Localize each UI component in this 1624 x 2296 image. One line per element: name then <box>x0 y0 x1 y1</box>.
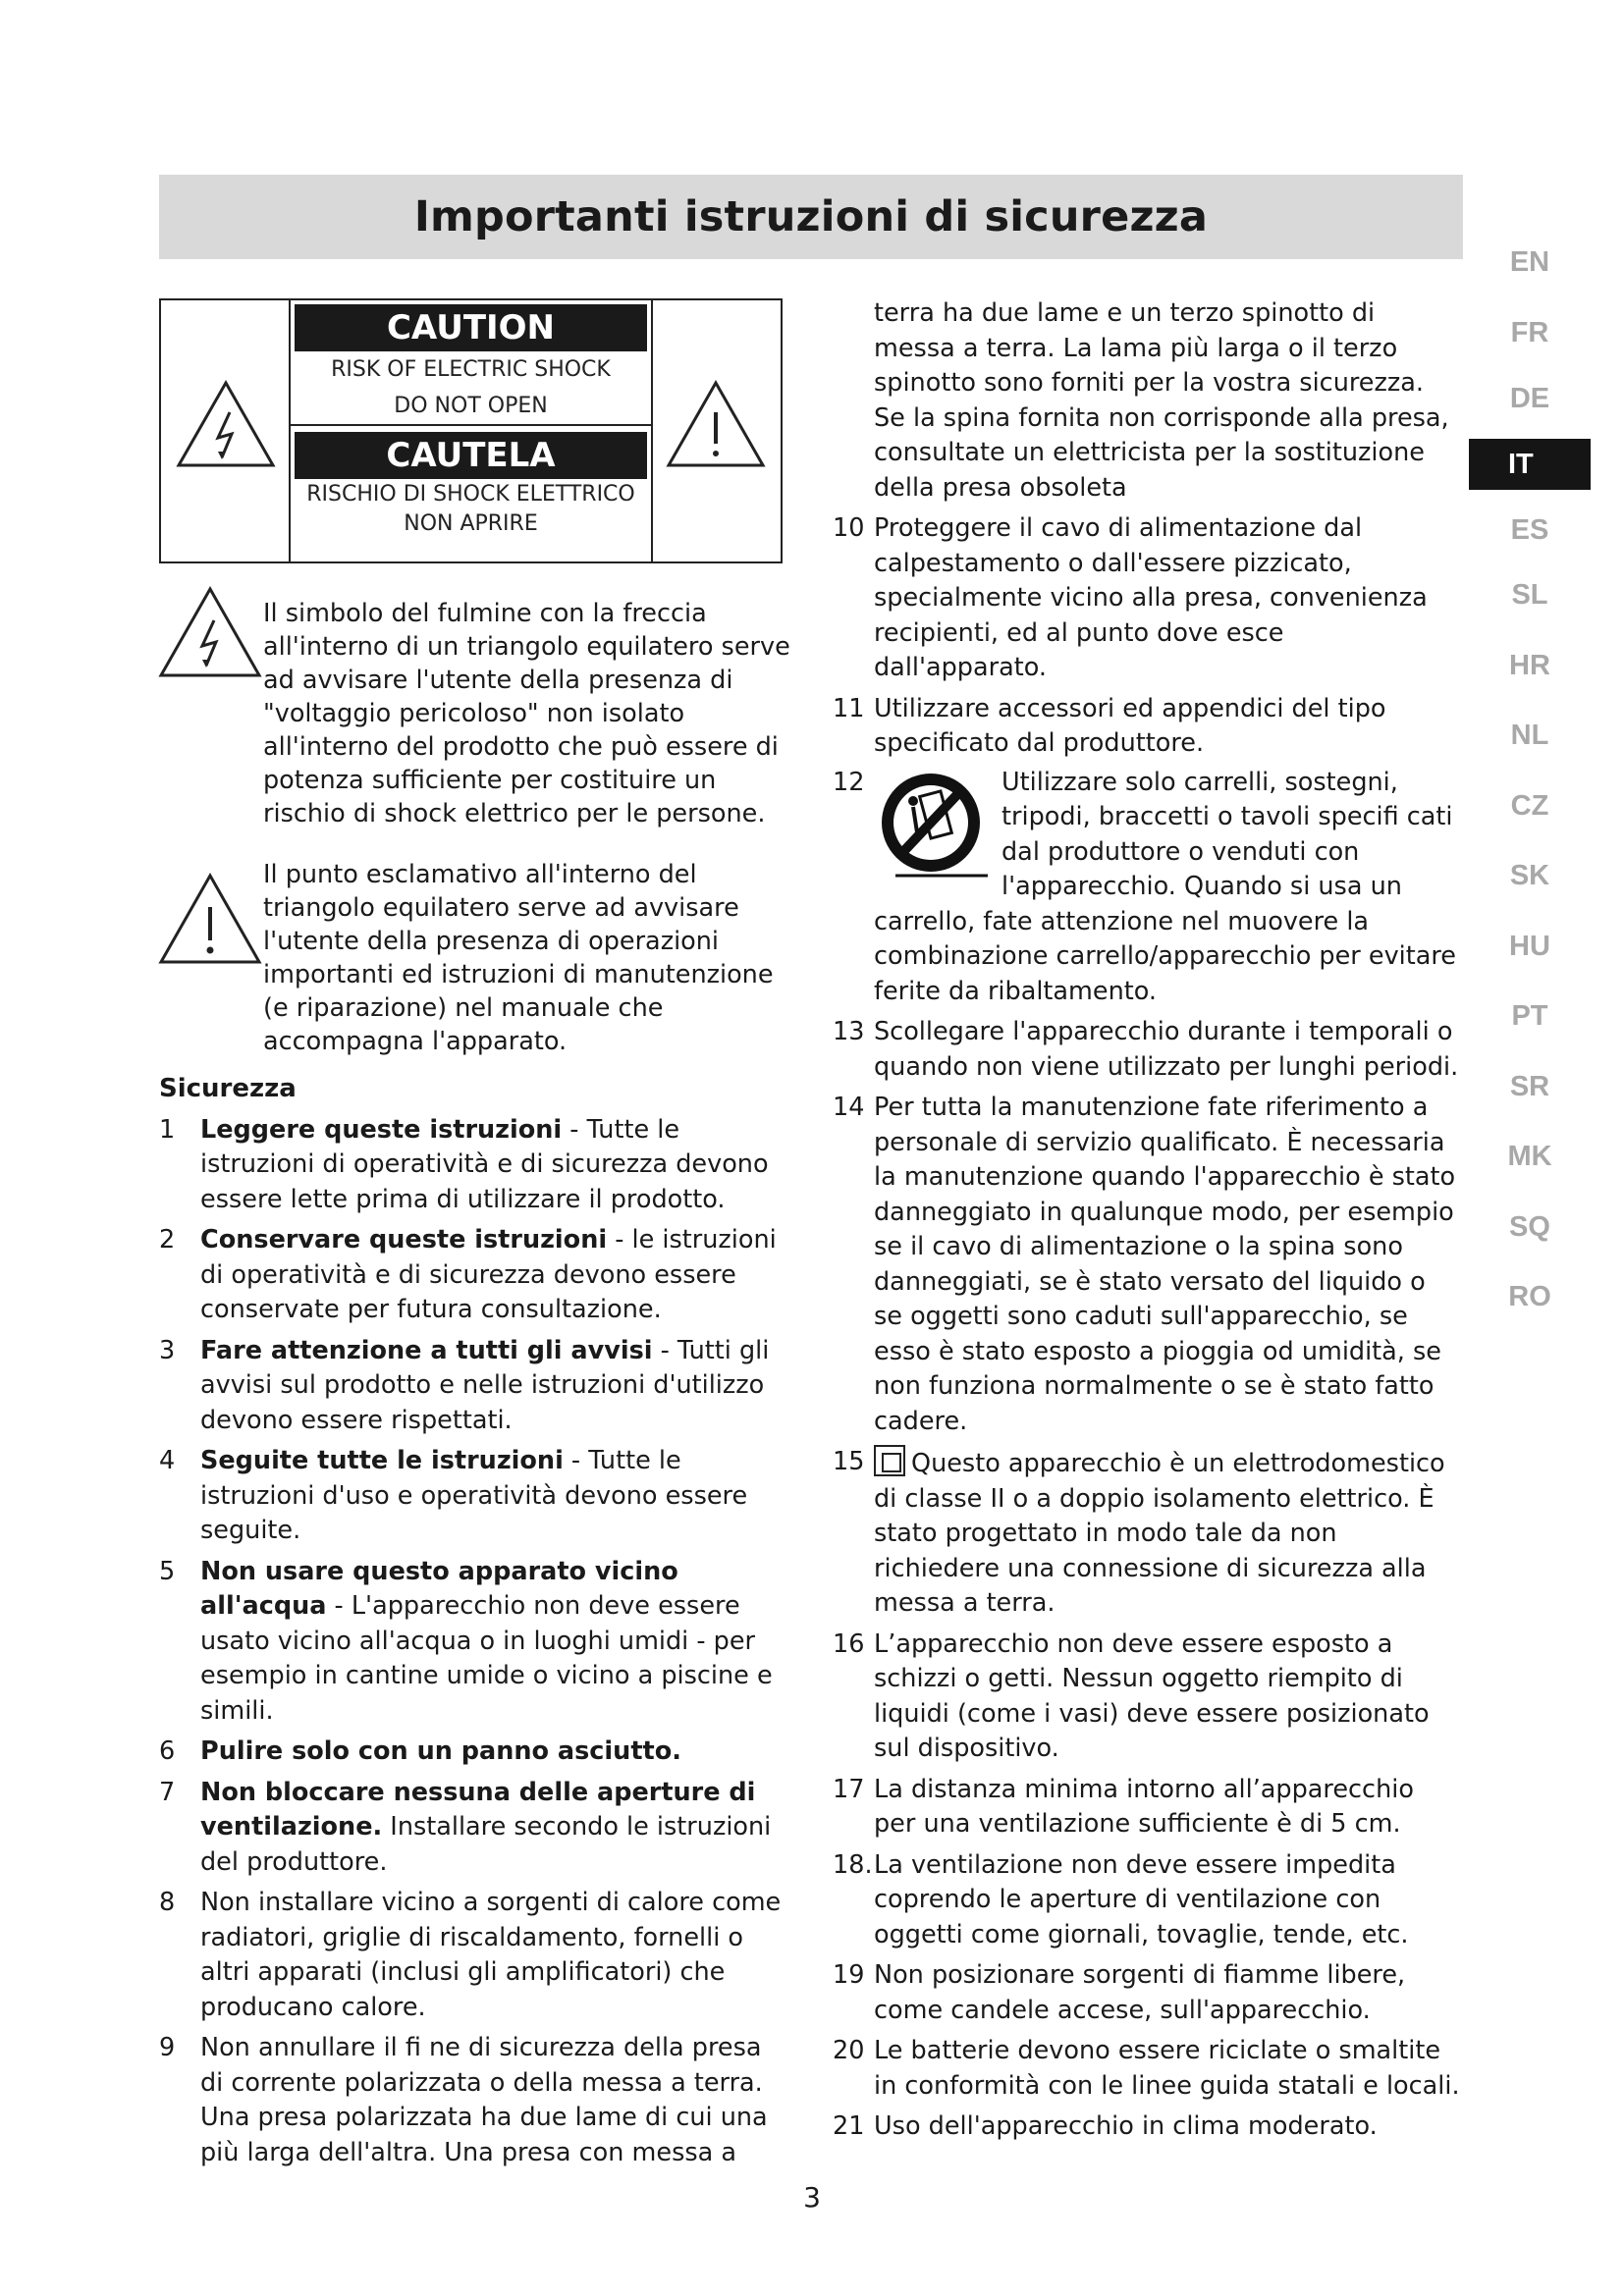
list-item-number: 7 <box>159 1777 176 1807</box>
list-item-number: 10 <box>833 513 865 543</box>
list-item-text: Non posizionare sorgenti di fiamme libere, come candele accese, sull'apparecchio. <box>874 1960 1406 2025</box>
list-item-text: L’apparecchio non deve essere esposto a schizzi o getti. Nessun oggetto riempito di liquidi (come i vasi) deve essere posizionato sul dispositivo. <box>874 1629 1430 1763</box>
list-item-9 <box>159 2031 787 2170</box>
list-item-4 <box>159 1444 787 1549</box>
list-item-17 <box>833 1773 1461 1842</box>
list-item-8 <box>159 1886 787 2025</box>
list-item-bold-lead: Fare attenzione a tutti gli avvisi <box>200 1335 653 1365</box>
lightning-symbol-description: Il simbolo del fulmine con la freccia all'interno di un triangolo equilatero serve ad avvisare l'utente della presenza di "voltaggio pericoloso" non isolato all'interno del prodotto che può essere di potenza sufficiente per costituire un rischio di shock elettrico per le persone. <box>263 599 790 828</box>
list-item-text: Questo apparecchio è un elettrodomestico di classe II o a doppio isolamento elettrico. È stato progettato in modo tale da non richiedere una connessione di sicurezza alla messa a terra. <box>874 1449 1445 1618</box>
caution-label <box>159 298 783 563</box>
section-heading: Sicurezza <box>159 1074 297 1103</box>
list-item-number: 12 <box>833 767 865 797</box>
list-item-text: Utilizzare accessori ed appendici del tipo specificato dal produttore. <box>874 693 1386 758</box>
list-item-20 <box>833 2034 1461 2104</box>
list-item-6 <box>159 1735 787 1770</box>
list-item-5 <box>159 1555 787 1730</box>
list-item-bold-lead: Leggere queste istruzioni <box>200 1114 563 1145</box>
list-item-11 <box>833 692 1461 762</box>
lang-tab-sq[interactable]: SQ <box>1509 1210 1550 1243</box>
list-item-text: Installare secondo le istruzioni del produttore. <box>200 1812 772 1877</box>
list-item-text: - Tutte le istruzioni di operatività e di sicurezza devono essere lette prima di utilizzare il prodotto. <box>200 1114 769 1214</box>
lang-tab-sk[interactable]: SK <box>1509 860 1550 892</box>
lang-tab-mk[interactable]: MK <box>1507 1141 1552 1173</box>
cautela-open-it: NON APRIRE <box>404 511 538 536</box>
list-item-number: 19 <box>833 1960 865 1990</box>
list-item-number: 5 <box>159 1556 176 1586</box>
list-item-text: - Tutti gli avvisi sul prodotto e nelle istruzioni d'utilizzo devono essere rispettati. <box>200 1335 770 1435</box>
safety-list-left <box>159 1113 787 2171</box>
lang-tab-de[interactable]: DE <box>1509 382 1550 414</box>
list-item-text: - Tutte le istruzioni d'uso e operatività devono essere seguite. <box>200 1446 748 1545</box>
list-item-number: 6 <box>159 1736 176 1766</box>
lang-tab-hr[interactable]: HR <box>1509 649 1550 681</box>
list-item-text: La distanza minima intorno all’apparecchio per una ventilazione sufficiente è di 5 cm. <box>874 1774 1414 1839</box>
class-ii-double-insulation-icon <box>874 1445 905 1476</box>
list-item-text: Uso dell'apparecchio in clima moderato. <box>874 2111 1378 2141</box>
lightning-warning-icon <box>175 379 277 469</box>
list-item-text: Le batterie devono essere riciclate o smaltite in conformità con le linee guida statali e locali. <box>874 2036 1460 2101</box>
safety-list-right-c <box>833 1628 1461 2145</box>
cautela-heading: CAUTELA <box>295 432 647 479</box>
lang-tab-cz[interactable]: CZ <box>1510 789 1549 822</box>
lang-tab-en[interactable]: EN <box>1509 246 1550 279</box>
caution-heading: CAUTION <box>295 304 647 351</box>
list-item-text: Non installare vicino a sorgenti di calore come radiatori, griglie di riscaldamento, fornelli o altri apparati (inclusi gli amplificatori) che producano calore. <box>200 1888 782 2022</box>
list-item-18 <box>833 1848 1461 1953</box>
list-item-number: 4 <box>159 1446 176 1475</box>
exclamation-symbol-icon <box>157 872 263 966</box>
list-item-number: 17 <box>833 1774 865 1804</box>
lang-tab-sl[interactable]: SL <box>1511 579 1548 612</box>
item9-continuation: terra ha due lame e un terzo spinotto di messa a terra. La lama più larga o il terzo spinotto sono forniti per la vostra sicurezza. Se la spina fornita non corrisponde alla presa, consultate un elettricista per la sostituzione della presa obsoleta <box>874 298 1449 503</box>
exclamation-warning-icon <box>665 379 767 469</box>
lang-tab-it[interactable]: IT <box>1469 439 1591 490</box>
lang-tab-pt[interactable]: PT <box>1511 1000 1548 1033</box>
list-item-text: Proteggere il cavo di alimentazione dal calpestamento o dall'essere pizzicato, specialmente vicino alla presa, convenienza recipienti, ed al punto dove esce dall'apparato. <box>874 513 1428 682</box>
list-item-21 <box>833 2109 1461 2145</box>
list-item-7 <box>159 1776 787 1881</box>
list-item-bold-lead: Conservare queste istruzioni <box>200 1225 608 1255</box>
list-item-bold-lead: Non usare questo apparato vicino all'acqua <box>200 1556 678 1621</box>
list-item-bold-lead: Seguite tutte le istruzioni <box>200 1446 564 1475</box>
lang-tab-fr[interactable]: FR <box>1510 316 1549 348</box>
list-item-text: Scollegare l'apparecchio durante i temporali o quando non viene utilizzato per lunghi periodi. <box>874 1017 1459 1082</box>
list-item-text: - L'apparecchio non deve essere usato vicino all'acqua o in luoghi umidi - per esempio in cantine umide o vicino a piscine e simili. <box>200 1591 773 1726</box>
list-item-12 <box>833 766 1461 1010</box>
list-item-number: 14 <box>833 1093 865 1122</box>
list-item-number: 16 <box>833 1629 865 1659</box>
title-bar <box>159 175 1463 259</box>
list-item-number: 13 <box>833 1017 865 1046</box>
safety-list-right-a <box>833 511 1461 762</box>
page-title: Importanti istruzioni di sicurezza <box>413 192 1209 241</box>
list-item-3 <box>159 1334 787 1439</box>
list-item-19 <box>833 1958 1461 2028</box>
language-tabs <box>1469 228 1591 1333</box>
lightning-symbol-icon <box>157 585 263 679</box>
safety-list-right-b <box>833 1015 1461 1439</box>
caution-right-panel <box>651 300 781 561</box>
list-item-number: 2 <box>159 1225 176 1255</box>
list-item-number: 18. <box>833 1849 873 1880</box>
caution-left-panel <box>161 300 291 561</box>
list-item-15 <box>833 1445 1461 1622</box>
lang-tab-nl[interactable]: NL <box>1510 720 1549 752</box>
list-item-13 <box>833 1015 1461 1085</box>
list-item-2 <box>159 1223 787 1328</box>
list-item-number: 11 <box>833 693 865 723</box>
caution-center <box>291 300 651 561</box>
list-item-number: 3 <box>159 1335 176 1365</box>
lang-tab-ro[interactable]: RO <box>1508 1281 1551 1313</box>
list-item-number: 21 <box>833 2111 865 2141</box>
list-item-1 <box>159 1113 787 1218</box>
caution-divider <box>291 424 651 426</box>
list-item-number: 9 <box>159 2033 176 2062</box>
list-item-text: La ventilazione non deve essere impedita coprendo le aperture di ventilazione con oggetti come giornali, tovaglie, tende, etc. <box>874 1849 1409 1949</box>
lang-tab-sr[interactable]: SR <box>1509 1070 1550 1102</box>
list-item-number: 1 <box>159 1114 176 1145</box>
cautela-risk-it: RISCHIO DI SHOCK ELETTRICO <box>306 482 635 507</box>
caution-risk-en: RISK OF ELECTRIC SHOCK <box>331 357 611 382</box>
page-number: 3 <box>803 2181 821 2214</box>
list-item-bold-lead: Pulire solo con un panno asciutto. <box>200 1736 681 1766</box>
exclamation-symbol-description: Il punto esclamativo all'interno del triangolo equilatero serve ad avvisare l'utente della presenza di operazioni importanti ed istruzioni di manutenzione (e riparazione) nel manuale che accompagna l'apparato. <box>263 860 774 1056</box>
list-item-text: Utilizzare solo carrelli, sostegni, tripodi, braccetti o tavoli specifi cati dal produttore o venduti con l'apparecchio. <box>1001 767 1453 901</box>
list-item-text: Non annullare il fi ne di sicurezza della presa di corrente polarizzata o della messa a terra. Una presa polarizzata ha due lame di cui una più larga dell'altra. Una presa con messa a <box>200 2033 768 2167</box>
list-item-bold-lead: Non bloccare nessuna delle aperture di ventilazione. <box>200 1777 756 1842</box>
left-column <box>159 1072 787 2170</box>
caution-open-en: DO NOT OPEN <box>394 394 548 418</box>
lang-tab-hu[interactable]: HU <box>1509 930 1550 962</box>
list-item-number: 20 <box>833 2036 865 2065</box>
list-item-text: Per tutta la manutenzione fate riferimento a personale di servizio qualificato. È necessaria la manutenzione quando l'apparecchio è stato danneggiato in qualunque modo, per esempio se il cavo di alimentazione o la spina sono danneggiati, se è stato versato del liquido o se oggetti sono caduti sull'apparecchio, se esso è stato esposto a pioggia od umidità, se non funziona normalmente o se è stato fatto cadere. <box>874 1093 1456 1436</box>
list-item-number: 15 <box>833 1447 865 1476</box>
list-item-number: 8 <box>159 1888 176 1917</box>
lang-tab-es[interactable]: ES <box>1510 513 1549 546</box>
cart-tipover-warning-icon <box>874 768 994 883</box>
list-item-text-cont: Quando si usa un carrello, fate attenzione nel muovere la combinazione carrello/apparecchio per evitare ferite da ribaltamento. <box>874 872 1456 1006</box>
list-item-10 <box>833 511 1461 686</box>
list-item-16 <box>833 1628 1461 1767</box>
list-item-14 <box>833 1091 1461 1439</box>
right-column <box>833 296 1461 2145</box>
list-item-text: - le istruzioni di operatività e di sicurezza devono essere conservate per futura consultazione. <box>200 1225 777 1324</box>
